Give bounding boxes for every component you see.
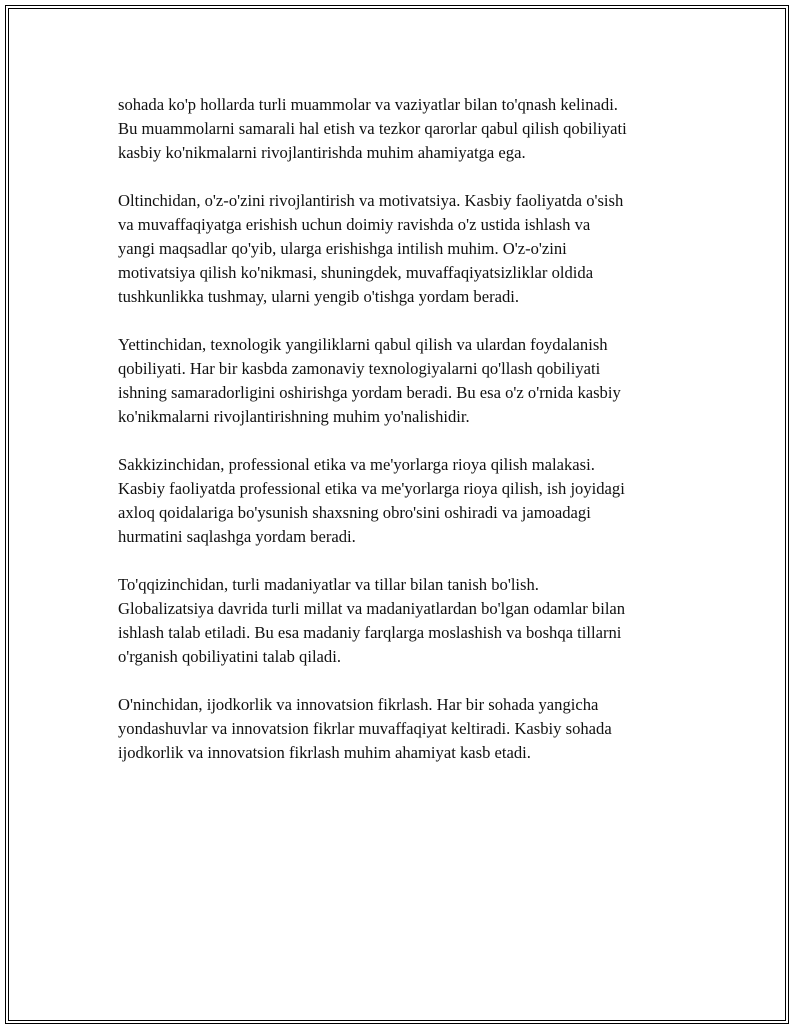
- paragraph-self-development: Oltinchidan, o'z-o'zini rivojlantirish va motivatsiya. Kasbiy faoliyatda o'sish va muvaffaqiyatga erishish uchun doimiy ravishda o'z ustida ishlash va yangi maqsadlar qo'yib, ularga erishishga intilish muhim. O'z-o'zini motivatsiya qilish ko'nikmasi, shuningdek, muvaffaqiyatsizliklar oldida tushkunlikka tushmay, ularni yengib o'tishga yordam beradi.: [118, 191, 624, 306]
- paragraph-cultures-languages: To'qqizinchidan, turli madaniyatlar va tillar bilan tanish bo'lish. Globalizatsiya davrida turli millat va madaniyatlardan bo'lgan odamlar bilan ishlash talab etiladi. Bu esa madaniy farqlarga moslashish va boshqa tillarni o'rganish qobiliyatini talab qiladi.: [118, 575, 626, 666]
- paragraph-technology: Yettinchidan, texnologik yangiliklarni qabul qilish va ulardan foydalanish qobiliyati. Har bir kasbda zamonaviy texnologiyalarni qo'llash qobiliyati ishning samaradorligini oshirishga yordam beradi. Bu esa o'z o'rnida kasbiy ko'nikmalarni rivojlantirishning muhim yo'nalishidir.: [118, 335, 621, 426]
- paragraph-problem-solving: sohada ko'p hollarda turli muammolar va vaziyatlar bilan to'qnash kelinadi. Bu muammolarni samarali hal etish va tezkor qarorlar qabul qilish qobiliyati kasbiy ko'nikmalarni rivojlantirishda muhim ahamiyatga ega.: [118, 95, 627, 162]
- document-body: [118, 93, 698, 789]
- paragraph-professional-ethics: Sakkizinchidan, professional etika va me'yorlarga rioya qilish malakasi. Kasbiy faoliyatda professional etika va me'yorlarga rioya qilish, ish joyidagi axloq qoidalariga bo'ysunish shaxsning obro'sini oshiradi va jamoadagi hurmatini saqlashga yordam beradi.: [118, 455, 625, 546]
- paragraph-creativity-innovation: O'ninchidan, ijodkorlik va innovatsion fikrlash. Har bir sohada yangicha yondashuvlar va innovatsion fikrlar muvaffaqiyat keltiradi. Kasbiy sohada ijodkorlik va innovatsion fikrlash muhim ahamiyat kasb etadi.: [118, 695, 612, 762]
